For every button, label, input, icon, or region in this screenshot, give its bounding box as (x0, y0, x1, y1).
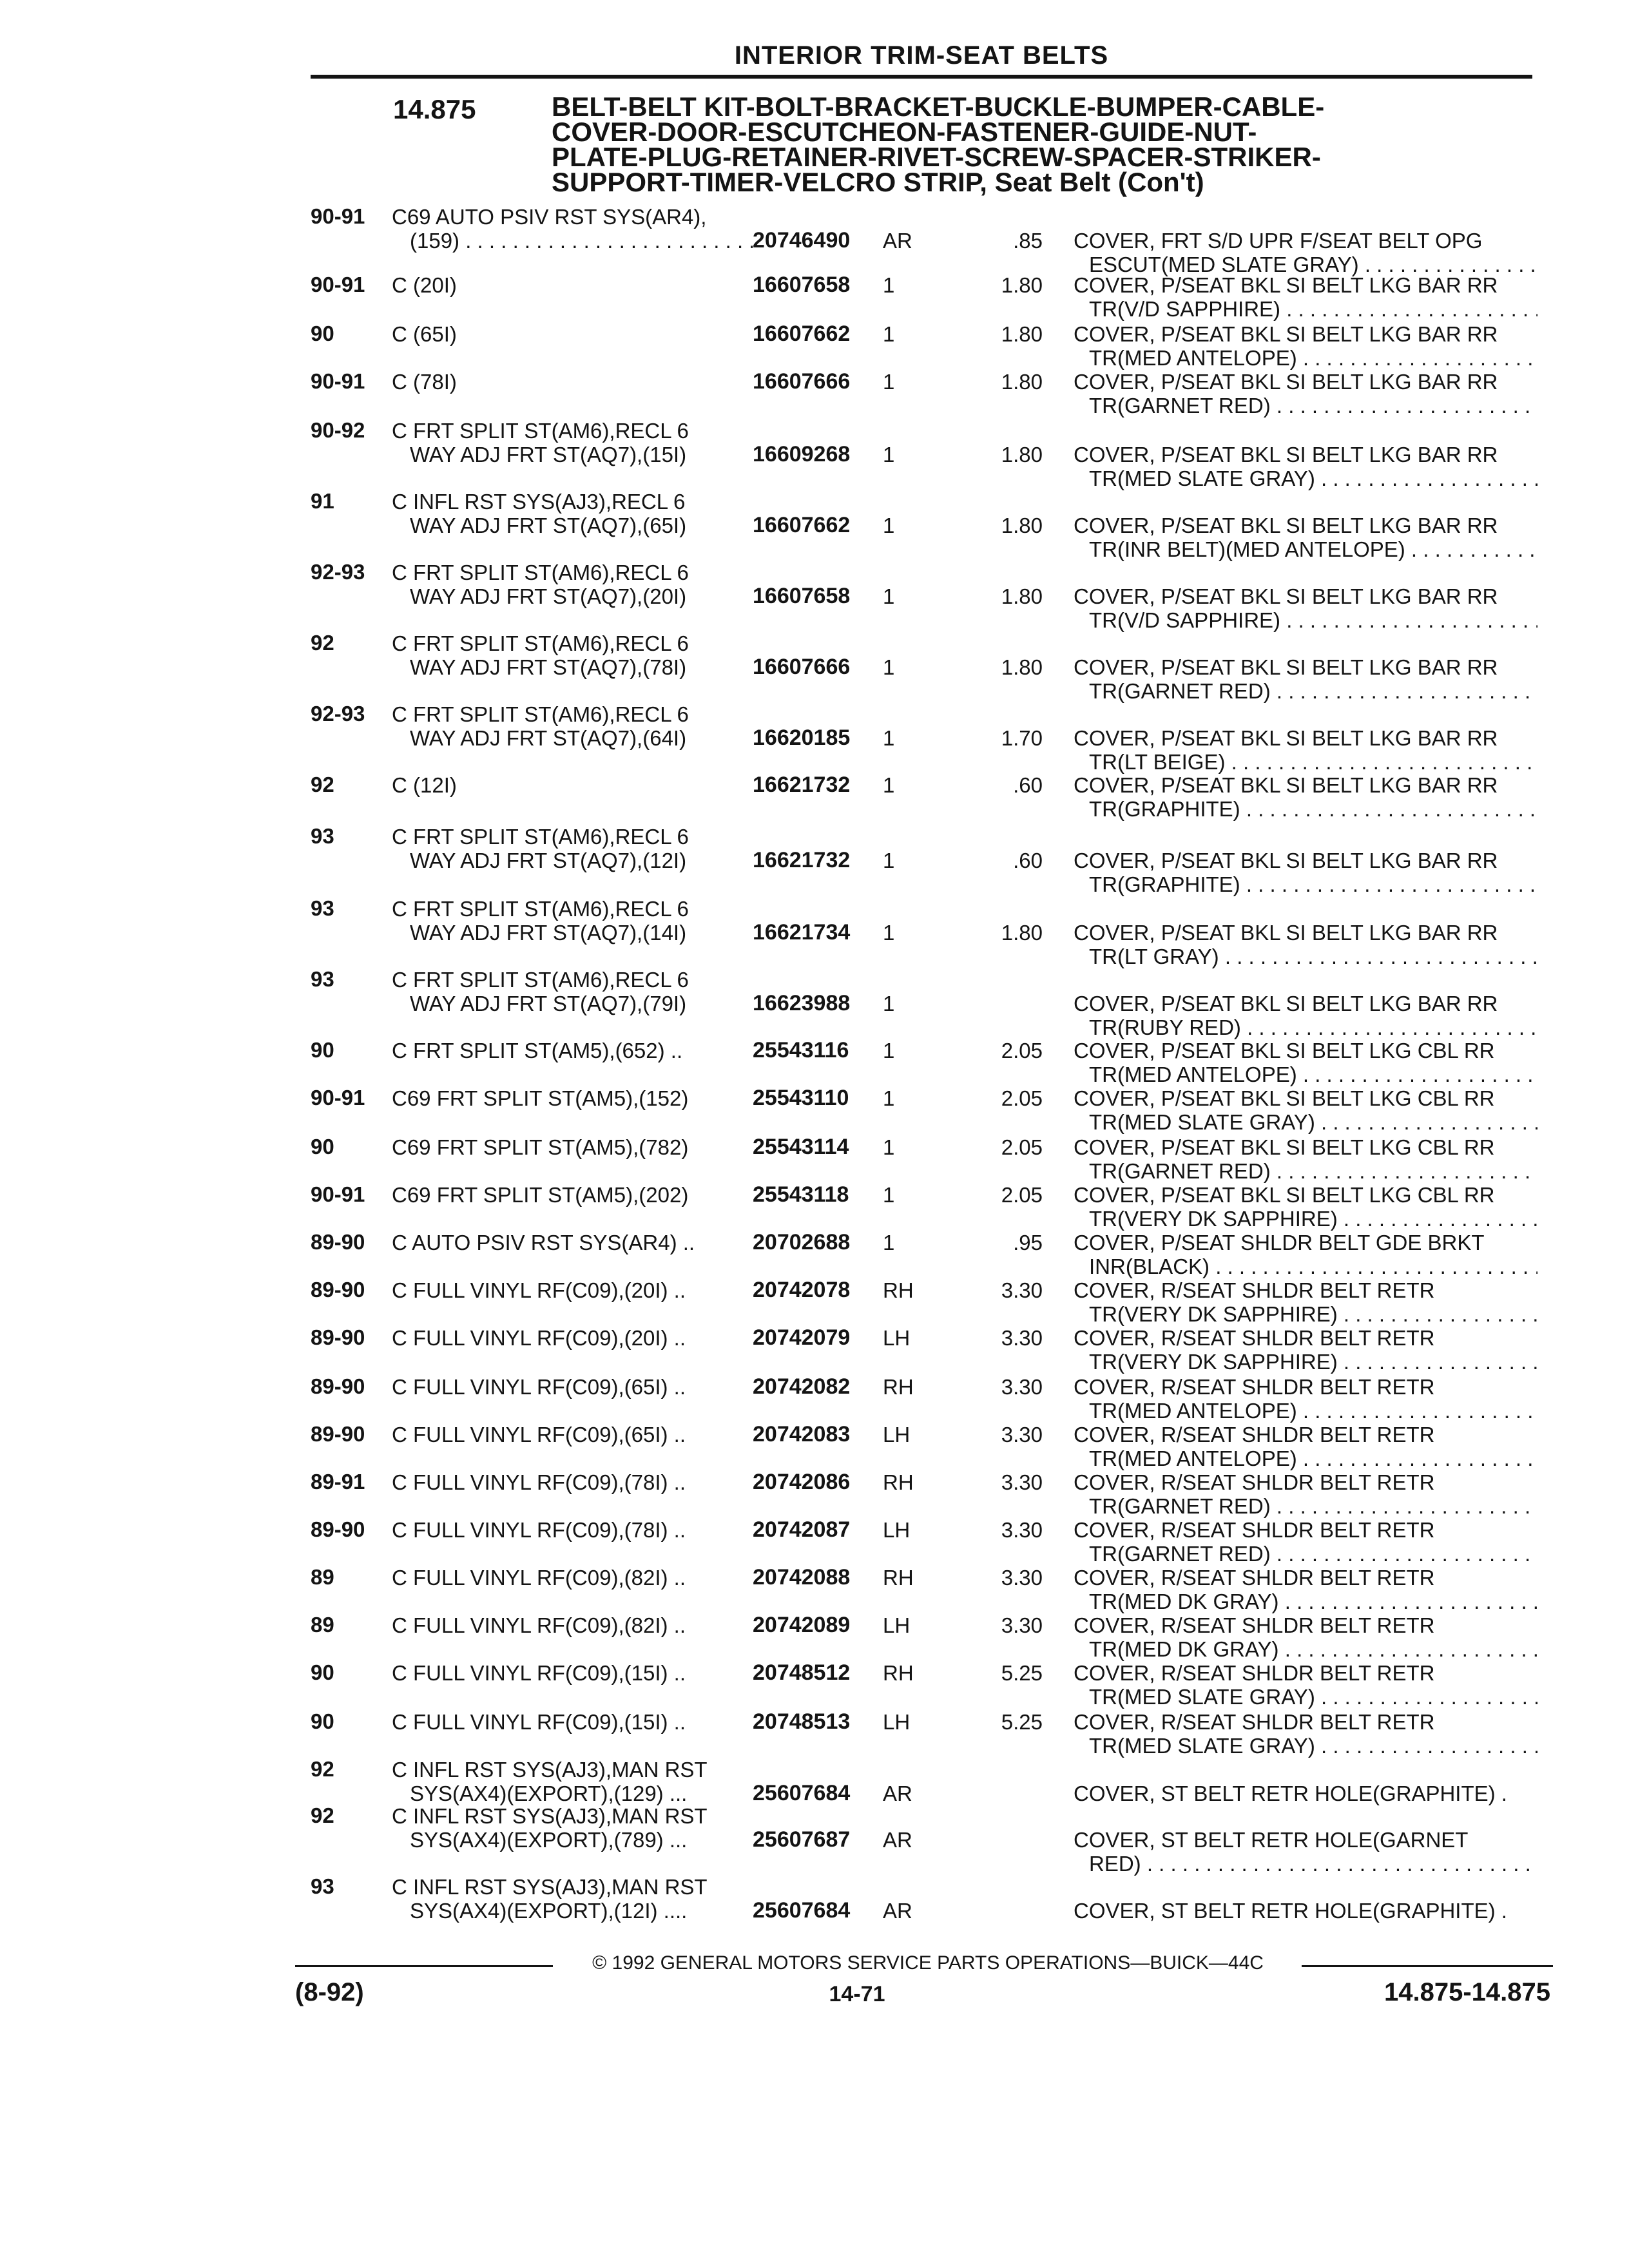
usage-description (392, 1470, 753, 1494)
part-description-line: COVER, P/SEAT BKL SI BELT LKG BAR RR (1074, 726, 1498, 750)
usage-description-line: C FULL VINYL RF(C09),(20I) .. (392, 1326, 686, 1350)
part-description-line: COVER, P/SEAT SHLDR BELT GDE BRKT (1074, 1231, 1485, 1254)
usage-description (392, 273, 753, 297)
part-description-line: COVER, P/SEAT BKL SI BELT LKG BAR RR (1074, 273, 1498, 297)
part-description (1074, 1375, 1537, 1423)
model-year: 89-90 (311, 1374, 365, 1398)
usage-description-line: C INFL RST SYS(AJ3),MAN RST (392, 1758, 708, 1782)
part-description (1074, 370, 1537, 418)
part-description (1074, 1135, 1537, 1183)
quantity: 1 (883, 1135, 895, 1159)
part-number: 16607666 (753, 655, 851, 679)
price: 5.25 (1001, 1661, 1043, 1685)
usage-description-line: C (20I) (392, 273, 457, 297)
part-description-line: COVER, ST BELT RETR HOLE(GRAPHITE) . (1074, 1899, 1507, 1923)
price: 3.30 (1001, 1470, 1043, 1494)
section-title-line: SUPPORT-TIMER-VELCRO STRIP, Seat Belt (Con't) (552, 167, 1204, 197)
model-year: 90-91 (311, 1086, 365, 1110)
part-number: 16621732 (753, 848, 851, 872)
usage-description-line: C FRT SPLIT ST(AM6),RECL 6 (392, 631, 689, 655)
part-number: 25543118 (753, 1182, 849, 1207)
part-description (1074, 1278, 1537, 1326)
model-year: 90-91 (311, 204, 365, 228)
model-year: 92 (311, 1803, 334, 1827)
usage-description (392, 490, 753, 537)
quantity: LH (883, 1423, 911, 1446)
part-number: 20748513 (753, 1709, 851, 1734)
part-description-line: TR(MED ANTELOPE) . . . (1074, 1399, 1537, 1423)
usage-description (392, 1039, 753, 1062)
model-year: 90 (311, 1135, 334, 1158)
price: 1.80 (1001, 322, 1043, 346)
quantity: LH (883, 1326, 911, 1350)
part-number: 25543116 (753, 1038, 849, 1062)
part-description (1074, 229, 1537, 276)
model-year: 90 (311, 322, 334, 345)
usage-description-line: WAY ADJ FRT ST(AQ7),(14I) (410, 921, 687, 945)
usage-description-line: WAY ADJ FRT ST(AQ7),(65I) (410, 514, 687, 537)
model-year: 92 (311, 1757, 334, 1781)
part-description-line: TR(MED DK GRAY) . . . (1074, 1590, 1537, 1613)
usage-description-line: WAY ADJ FRT ST(AQ7),(12I) (410, 849, 687, 872)
part-description (1074, 1039, 1537, 1086)
part-description (1074, 655, 1537, 703)
part-description (1074, 726, 1537, 774)
price: 1.80 (1001, 921, 1043, 945)
model-year: 90-91 (311, 273, 365, 296)
usage-description-line: WAY ADJ FRT ST(AQ7),(20I) (410, 584, 687, 608)
usage-description (392, 1278, 753, 1302)
price: 3.30 (1001, 1613, 1043, 1637)
part-description (1074, 584, 1537, 632)
usage-description-line: C FULL VINYL RF(C09),(65I) .. (392, 1375, 686, 1399)
usage-description-line: C FULL VINYL RF(C09),(65I) .. (392, 1423, 686, 1446)
usage-description (392, 561, 753, 608)
part-description (1074, 1326, 1537, 1374)
price: 1.80 (1001, 584, 1043, 608)
model-year: 93 (311, 1874, 334, 1898)
usage-description (392, 1804, 753, 1852)
quantity: 1 (883, 992, 895, 1015)
part-description-line: TR(VERY DK SAPPHIRE) . . . (1074, 1207, 1537, 1231)
part-description-line: COVER, ST BELT RETR HOLE(GARNET (1074, 1828, 1469, 1852)
part-description-line: COVER, P/SEAT BKL SI BELT LKG BAR RR (1074, 370, 1498, 394)
part-description-line: COVER, P/SEAT BKL SI BELT LKG BAR RR (1074, 514, 1498, 537)
usage-description (392, 1518, 753, 1542)
part-description (1074, 443, 1537, 490)
model-year: 93 (311, 824, 334, 848)
price: 3.30 (1001, 1278, 1043, 1302)
part-description-line: TR(GARNET RED) . . . (1074, 679, 1537, 703)
part-description-line: COVER, R/SEAT SHLDR BELT RETR (1074, 1518, 1435, 1542)
part-description (1074, 1661, 1537, 1709)
part-description-line: TR(RUBY RED) . . . (1074, 1015, 1537, 1039)
part-description-line: TR(LT BEIGE) . . . (1074, 750, 1537, 774)
section-title-line: BELT-BELT KIT-BOLT-BRACKET-BUCKLE-BUMPER-CABLE- (552, 91, 1325, 122)
price: 1.80 (1001, 370, 1043, 394)
part-description-line: COVER, P/SEAT BKL SI BELT LKG BAR RR (1074, 992, 1498, 1015)
part-description-line: INR(BLACK) . . . (1074, 1254, 1537, 1278)
part-description-line: COVER, P/SEAT BKL SI BELT LKG BAR RR (1074, 584, 1498, 608)
part-description-line: TR(GARNET RED) . . . (1074, 1494, 1537, 1518)
usage-description (392, 1375, 753, 1399)
part-number: 20742083 (753, 1422, 851, 1446)
part-number: 20748512 (753, 1660, 851, 1685)
price: 2.05 (1001, 1135, 1043, 1159)
quantity: 1 (883, 921, 895, 945)
price: 3.30 (1001, 1326, 1043, 1350)
part-description-line: COVER, R/SEAT SHLDR BELT RETR (1074, 1423, 1435, 1446)
usage-description (392, 825, 753, 872)
price: 3.30 (1001, 1566, 1043, 1590)
part-description-line: TR(MED SLATE GRAY) . . . (1074, 466, 1537, 490)
quantity: 1 (883, 273, 895, 297)
usage-description (392, 1710, 753, 1734)
part-description-line: COVER, R/SEAT SHLDR BELT RETR (1074, 1710, 1435, 1734)
price: 2.05 (1001, 1039, 1043, 1062)
usage-description (392, 1661, 753, 1685)
part-description-line: COVER, P/SEAT BKL SI BELT LKG BAR RR (1074, 443, 1498, 466)
usage-description (392, 322, 753, 346)
usage-description (392, 1613, 753, 1637)
usage-description (392, 370, 753, 394)
quantity: 1 (883, 443, 895, 466)
usage-description-line: C FULL VINYL RF(C09),(78I) .. (392, 1470, 686, 1494)
section-title (552, 91, 1467, 197)
usage-description-line: C INFL RST SYS(AJ3),MAN RST (392, 1804, 708, 1828)
quantity: 1 (883, 1231, 895, 1254)
part-description-line: COVER, FRT S/D UPR F/SEAT BELT OPG (1074, 229, 1483, 253)
price: 1.80 (1001, 514, 1043, 537)
part-description (1074, 1423, 1537, 1470)
usage-description (392, 968, 753, 1015)
part-number: 20742087 (753, 1517, 851, 1542)
model-year: 89-90 (311, 1325, 365, 1349)
part-number: 20742089 (753, 1613, 851, 1637)
footer-copyright: © 1992 GENERAL MOTORS SERVICE PARTS OPERATIONS—BUICK—44C (592, 1952, 1264, 1974)
quantity: 1 (883, 1086, 895, 1110)
price: 1.80 (1001, 655, 1043, 679)
usage-description (392, 631, 753, 679)
part-description (1074, 921, 1537, 968)
part-description-line: TR(GARNET RED) . . . (1074, 1542, 1537, 1566)
usage-description-line: C AUTO PSIV RST SYS(AR4) .. (392, 1231, 695, 1254)
part-number: 20702688 (753, 1230, 851, 1254)
quantity: AR (883, 1782, 912, 1805)
usage-description (392, 1566, 753, 1590)
part-number: 25607684 (753, 1898, 851, 1923)
footer-date: (8-92) (295, 1978, 364, 2006)
quantity: LH (883, 1613, 911, 1637)
usage-description-line: SYS(AX4)(EXPORT),(12I) .... (410, 1899, 688, 1923)
model-year: 89-91 (311, 1470, 365, 1494)
usage-description-line: C FRT SPLIT ST(AM6),RECL 6 (392, 561, 689, 584)
quantity: RH (883, 1375, 914, 1399)
quantity: 1 (883, 773, 895, 797)
quantity: 1 (883, 322, 895, 346)
model-year: 93 (311, 967, 334, 991)
part-description-line: TR(MED SLATE GRAY) . . . (1074, 1685, 1537, 1709)
part-description-line: TR(GRAPHITE) . . . (1074, 797, 1537, 821)
part-description-line: TR(GARNET RED) . . . (1074, 1159, 1537, 1183)
part-number: 16607662 (753, 322, 851, 346)
part-description-line: COVER, P/SEAT BKL SI BELT LKG BAR RR (1074, 773, 1498, 797)
part-description-line: TR(MED ANTELOPE) . . . (1074, 1446, 1537, 1470)
usage-description-line: C (65I) (392, 322, 457, 346)
model-year: 90-91 (311, 369, 365, 393)
quantity: 1 (883, 849, 895, 872)
usage-description-line: C69 FRT SPLIT ST(AM5),(782) (392, 1135, 689, 1159)
usage-description (392, 1231, 753, 1254)
part-number: 20742078 (753, 1278, 851, 1302)
price: .60 (1013, 773, 1043, 797)
part-number: 16623988 (753, 991, 851, 1015)
part-description (1074, 1613, 1537, 1661)
part-description-line: TR(V/D SAPPHIRE) . . . (1074, 297, 1537, 321)
part-number: 25543114 (753, 1135, 849, 1159)
model-year: 92 (311, 773, 334, 796)
part-description (1074, 1899, 1537, 1923)
usage-description-line: C FULL VINYL RF(C09),(82I) .. (392, 1566, 686, 1590)
quantity: 1 (883, 1039, 895, 1062)
part-number: 16609268 (753, 442, 851, 466)
header-rule (311, 75, 1532, 79)
model-year: 89 (311, 1613, 334, 1637)
model-year: 92-93 (311, 702, 365, 726)
part-number: 16621732 (753, 773, 851, 797)
part-description-line: TR(V/D SAPPHIRE) . . . (1074, 608, 1537, 632)
part-description-line: TR(MED SLATE GRAY) . . . (1074, 1110, 1537, 1134)
usage-description-line: WAY ADJ FRT ST(AQ7),(64I) (410, 726, 687, 750)
footer-rule-right (1302, 1965, 1553, 1967)
quantity: 1 (883, 655, 895, 679)
quantity: LH (883, 1710, 911, 1734)
part-description-line: COVER, R/SEAT SHLDR BELT RETR (1074, 1613, 1435, 1637)
usage-description-line: C69 FRT SPLIT ST(AM5),(152) (392, 1086, 689, 1110)
footer-page-number: 14-71 (829, 1982, 885, 2006)
usage-description (392, 205, 753, 253)
part-description-line: TR(MED DK GRAY) . . . (1074, 1637, 1537, 1661)
quantity: 1 (883, 514, 895, 537)
part-description-line: COVER, R/SEAT SHLDR BELT RETR (1074, 1661, 1435, 1685)
usage-description (392, 1086, 753, 1110)
part-description-line: ESCUT(MED SLATE GRAY) . . . (1074, 253, 1537, 276)
usage-description-line: SYS(AX4)(EXPORT),(789) ... (410, 1828, 688, 1852)
part-description-line: COVER, R/SEAT SHLDR BELT RETR (1074, 1278, 1435, 1302)
usage-description-line: C (78I) (392, 370, 457, 394)
part-description-line: TR(VERY DK SAPPHIRE) . . . (1074, 1350, 1537, 1374)
price: 2.05 (1001, 1086, 1043, 1110)
part-description (1074, 1231, 1537, 1278)
page-header-title: INTERIOR TRIM-SEAT BELTS (734, 41, 1109, 70)
part-description-line: TR(GRAPHITE) . . . (1074, 872, 1537, 896)
part-description (1074, 1828, 1537, 1876)
usage-description-line: C FULL VINYL RF(C09),(15I) .. (392, 1710, 686, 1734)
price: 1.70 (1001, 726, 1043, 750)
quantity: AR (883, 1899, 912, 1923)
usage-description-line: WAY ADJ FRT ST(AQ7),(15I) (410, 443, 687, 466)
price: 3.30 (1001, 1518, 1043, 1542)
part-description (1074, 1518, 1537, 1566)
part-number: 16607666 (753, 369, 851, 394)
model-year: 90-92 (311, 418, 365, 442)
section-number: 14.875 (393, 94, 476, 124)
part-number: 20742079 (753, 1325, 851, 1350)
usage-description-line: C69 FRT SPLIT ST(AM5),(202) (392, 1183, 689, 1207)
quantity: 1 (883, 1183, 895, 1207)
part-description-line: COVER, P/SEAT BKL SI BELT LKG BAR RR (1074, 921, 1498, 945)
part-description (1074, 992, 1537, 1039)
part-number: 20742088 (753, 1565, 851, 1590)
part-number: 25607684 (753, 1781, 851, 1805)
part-description-line: COVER, P/SEAT BKL SI BELT LKG BAR RR (1074, 322, 1498, 346)
usage-description-line: SYS(AX4)(EXPORT),(129) ... (410, 1782, 688, 1805)
quantity: 1 (883, 370, 895, 394)
usage-description-line: C INFL RST SYS(AJ3),RECL 6 (392, 490, 686, 514)
model-year: 92 (311, 631, 334, 655)
usage-description-line: C FULL VINYL RF(C09),(78I) .. (392, 1518, 686, 1542)
part-description-line: TR(INR BELT)(MED ANTELOPE) . . . (1074, 537, 1537, 561)
price: 3.30 (1001, 1423, 1043, 1446)
part-description-line: COVER, R/SEAT SHLDR BELT RETR (1074, 1566, 1435, 1590)
part-description (1074, 1710, 1537, 1758)
part-description-line: TR(VERY DK SAPPHIRE) . . . (1074, 1302, 1537, 1326)
part-number: 16607658 (753, 584, 851, 608)
part-description (1074, 1782, 1537, 1805)
section-title-line: COVER-DOOR-ESCUTCHEON-FASTENER-GUIDE-NUT- (552, 117, 1257, 147)
part-description-line: TR(MED ANTELOPE) . . . (1074, 1062, 1537, 1086)
footer-rule-left (295, 1965, 553, 1967)
part-description-line: TR(GARNET RED) . . . (1074, 394, 1537, 418)
usage-description (392, 897, 753, 945)
part-description-line: COVER, P/SEAT BKL SI BELT LKG CBL RR (1074, 1183, 1495, 1207)
usage-description (392, 1758, 753, 1805)
part-description-line: COVER, P/SEAT BKL SI BELT LKG CBL RR (1074, 1039, 1495, 1062)
part-description (1074, 514, 1537, 561)
model-year: 90 (311, 1709, 334, 1733)
usage-description-line: C FRT SPLIT ST(AM6),RECL 6 (392, 968, 689, 992)
price: 1.80 (1001, 443, 1043, 466)
price: 1.80 (1001, 273, 1043, 297)
model-year: 90-91 (311, 1182, 365, 1206)
usage-description-line: WAY ADJ FRT ST(AQ7),(78I) (410, 655, 687, 679)
model-year: 89-90 (311, 1278, 365, 1302)
part-description-line: COVER, ST BELT RETR HOLE(GRAPHITE) . (1074, 1782, 1507, 1805)
usage-description-line: C INFL RST SYS(AJ3),MAN RST (392, 1875, 708, 1899)
quantity: RH (883, 1470, 914, 1494)
model-year: 89 (311, 1565, 334, 1589)
section-title-line: PLATE-PLUG-RETAINER-RIVET-SCREW-SPACER-STRIKER- (552, 142, 1321, 172)
usage-description-line: C FRT SPLIT ST(AM6),RECL 6 (392, 897, 689, 921)
part-description-line: COVER, P/SEAT BKL SI BELT LKG BAR RR (1074, 655, 1498, 679)
usage-description-line: C69 AUTO PSIV RST SYS(AR4), (392, 205, 707, 229)
part-number: 20742086 (753, 1470, 851, 1494)
usage-description-line: C FRT SPLIT ST(AM6),RECL 6 (392, 825, 689, 849)
part-description (1074, 1086, 1537, 1134)
footer-section-range: 14.875-14.875 (1383, 1978, 1550, 2006)
part-description-line: TR(MED ANTELOPE) . . . (1074, 346, 1537, 370)
usage-description-line: WAY ADJ FRT ST(AQ7),(79I) (410, 992, 687, 1015)
quantity: 1 (883, 584, 895, 608)
part-number: 20746490 (753, 228, 851, 253)
part-number: 16607662 (753, 513, 851, 537)
usage-description-line: C FRT SPLIT ST(AM6),RECL 6 (392, 419, 689, 443)
usage-description-line: C FRT SPLIT ST(AM5),(652) .. (392, 1039, 683, 1062)
quantity: AR (883, 229, 912, 253)
usage-description (392, 1183, 753, 1207)
usage-description-line: C FULL VINYL RF(C09),(20I) .. (392, 1278, 686, 1302)
usage-description (392, 1423, 753, 1446)
quantity: 1 (883, 726, 895, 750)
usage-description (392, 1326, 753, 1350)
model-year: 90 (311, 1038, 334, 1062)
part-description-line: RED) . . . (1074, 1852, 1537, 1876)
model-year: 89-90 (311, 1422, 365, 1446)
part-description-line: COVER, P/SEAT BKL SI BELT LKG CBL RR (1074, 1135, 1495, 1159)
quantity: RH (883, 1278, 914, 1302)
usage-description (392, 419, 753, 466)
part-description-line: COVER, R/SEAT SHLDR BELT RETR (1074, 1375, 1435, 1399)
part-description (1074, 1183, 1537, 1231)
part-number: 25607687 (753, 1827, 851, 1852)
price: .95 (1013, 1231, 1043, 1254)
price: .85 (1013, 229, 1043, 253)
usage-description (392, 1135, 753, 1159)
usage-description (392, 773, 753, 797)
quantity: AR (883, 1828, 912, 1852)
part-description-line: COVER, R/SEAT SHLDR BELT RETR (1074, 1326, 1435, 1350)
part-description-line: COVER, P/SEAT BKL SI BELT LKG BAR RR (1074, 849, 1498, 872)
model-year: 92-93 (311, 560, 365, 584)
part-description-line: TR(MED SLATE GRAY) . . . (1074, 1734, 1537, 1758)
part-number: 25543110 (753, 1086, 849, 1110)
part-number: 16621734 (753, 920, 851, 945)
quantity: RH (883, 1566, 914, 1590)
quantity: LH (883, 1518, 911, 1542)
part-description (1074, 773, 1537, 821)
usage-description (392, 702, 753, 750)
part-description (1074, 273, 1537, 321)
part-number: 20742082 (753, 1374, 851, 1399)
usage-description-line: C FULL VINYL RF(C09),(15I) .. (392, 1661, 686, 1685)
part-description (1074, 1470, 1537, 1518)
part-description (1074, 1566, 1537, 1613)
model-year: 91 (311, 489, 334, 513)
model-year: 90 (311, 1660, 334, 1684)
part-description (1074, 322, 1537, 370)
price: 3.30 (1001, 1375, 1043, 1399)
part-number: 16620185 (753, 726, 851, 750)
quantity: RH (883, 1661, 914, 1685)
usage-description-line: C (12I) (392, 773, 457, 797)
model-year: 89-90 (311, 1517, 365, 1541)
usage-description-line: C FRT SPLIT ST(AM6),RECL 6 (392, 702, 689, 726)
usage-description (392, 1875, 753, 1923)
price: 2.05 (1001, 1183, 1043, 1207)
price: 5.25 (1001, 1710, 1043, 1734)
usage-description-line: C FULL VINYL RF(C09),(82I) .. (392, 1613, 686, 1637)
model-year: 89-90 (311, 1230, 365, 1254)
price: .60 (1013, 849, 1043, 872)
usage-description-line: (159) . . . (392, 229, 753, 253)
model-year: 93 (311, 896, 334, 920)
part-description-line: COVER, R/SEAT SHLDR BELT RETR (1074, 1470, 1435, 1494)
part-number: 16607658 (753, 273, 851, 297)
part-description-line: COVER, P/SEAT BKL SI BELT LKG CBL RR (1074, 1086, 1495, 1110)
part-description (1074, 849, 1537, 896)
part-description-line: TR(LT GRAY) . . . (1074, 945, 1537, 968)
